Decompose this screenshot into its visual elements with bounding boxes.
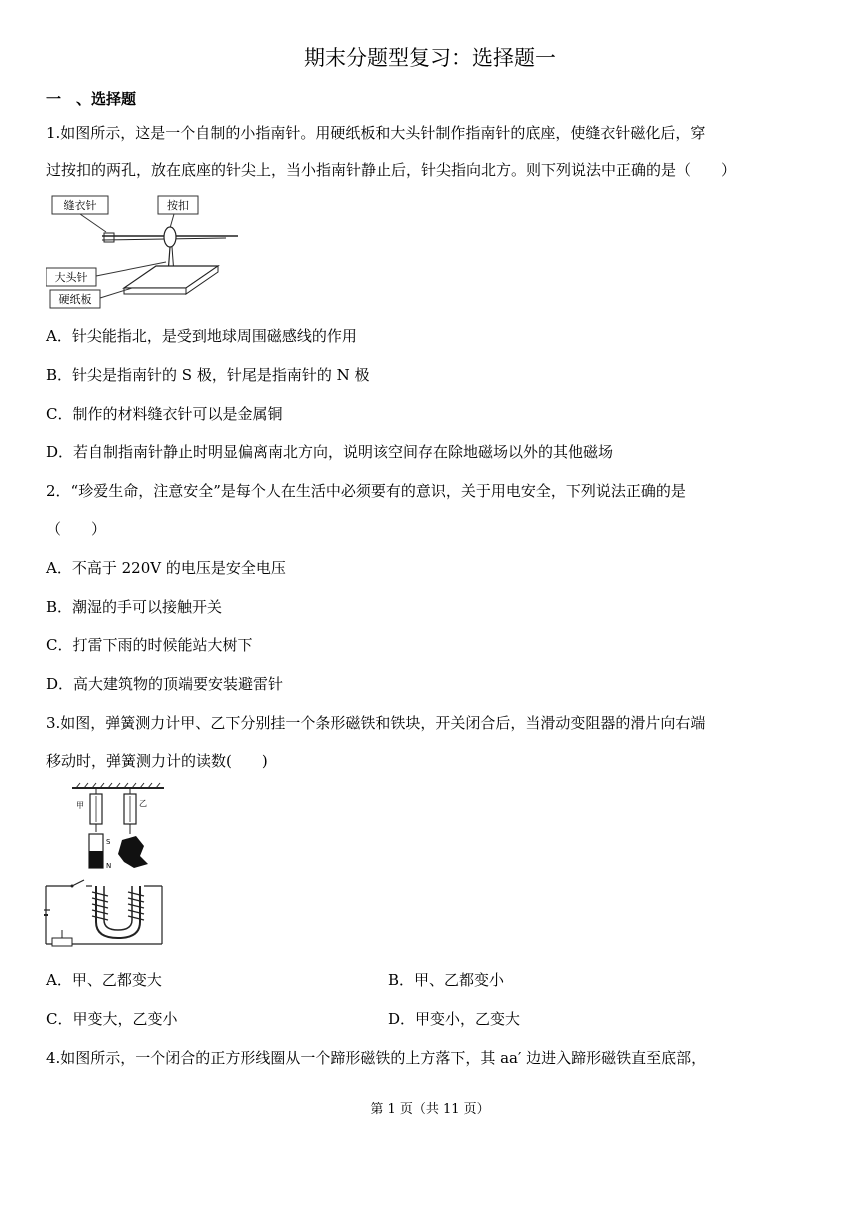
q1-option-a[interactable]: A．针尖能指北，是受到地球周围磁感线的作用 <box>46 327 357 345</box>
q2-option-c[interactable]: C．打雷下雨的时候能站大树下 <box>46 636 253 654</box>
q3-option-c[interactable]: C．甲变大，乙变小 <box>46 1010 178 1028</box>
snap-label: 按扣 <box>167 199 189 212</box>
page-title: 期末分题型复习：选择题一 <box>304 46 556 70</box>
scale-yi-label: 乙 <box>139 799 147 808</box>
needle-label: 缝衣针 <box>63 199 97 212</box>
q1-option-d[interactable]: D．若自制指南针静止时明显偏离南北方向，说明该空间存在除地磁场以外的其他磁场 <box>46 443 614 461</box>
section-heading: 一 、选择题 <box>46 90 137 108</box>
q3-option-d[interactable]: D．甲变小，乙变大 <box>388 1010 521 1028</box>
q2-option-d[interactable]: D．高大建筑物的顶端要安装避雷针 <box>46 675 284 693</box>
q2-stem-line1: 2．“珍爱生命，注意安全”是每个人在生活中必须要有的意识，关于用电安全，下列说法正确的是 <box>46 482 686 500</box>
q1-compass-figure <box>46 192 246 310</box>
q3-magnet-circuit-figure <box>44 782 168 952</box>
q2-stem-line2: （ ） <box>46 520 107 538</box>
q1-stem-line2: 过按扣的两孔，放在底座的针尖上，当小指南针静止后，针尖指向北方。则下列说法中正确的是（ ） <box>46 161 737 179</box>
q3-option-b[interactable]: B．甲、乙都变小 <box>388 971 505 989</box>
q1-stem-line1: 1.如图所示，这是一个自制的小指南针。用硬纸板和大头针制作指南针的底座，使缝衣针磁化后，穿 <box>46 124 706 142</box>
page-footer: 第 1 页（共 11 页） <box>370 1102 490 1117</box>
q2-option-b[interactable]: B．潮湿的手可以接触开关 <box>46 598 223 616</box>
q3-stem-line2: 移动时，弹簧测力计的读数( ) <box>46 752 268 770</box>
q1-option-b[interactable]: B．针尖是指南针的 S 极，针尾是指南针的 N 极 <box>46 366 370 384</box>
q3-stem-line1: 3.如图，弹簧测力计甲、乙下分别挂一个条形磁铁和铁块，开关闭合后，当滑动变阻器的滑片向右端 <box>46 714 706 732</box>
magnet-s-label: S <box>106 838 111 846</box>
board-label: 硬纸板 <box>58 293 92 306</box>
q3-option-a[interactable]: A．甲、乙都变大 <box>46 971 162 989</box>
q4-stem-line1: 4.如图所示，一个闭合的正方形线圈从一个蹄形磁铁的上方落下，其 aa′ 边进入蹄形磁铁直至底部， <box>46 1049 707 1067</box>
scale-jia-label: 甲 <box>76 801 84 810</box>
pin-label: 大头针 <box>54 271 88 284</box>
magnet-n-label: N <box>106 862 112 870</box>
q2-option-a[interactable]: A．不高于 220V 的电压是安全电压 <box>46 559 286 577</box>
q1-option-c[interactable]: C．制作的材料缝衣针可以是金属铜 <box>46 405 283 423</box>
